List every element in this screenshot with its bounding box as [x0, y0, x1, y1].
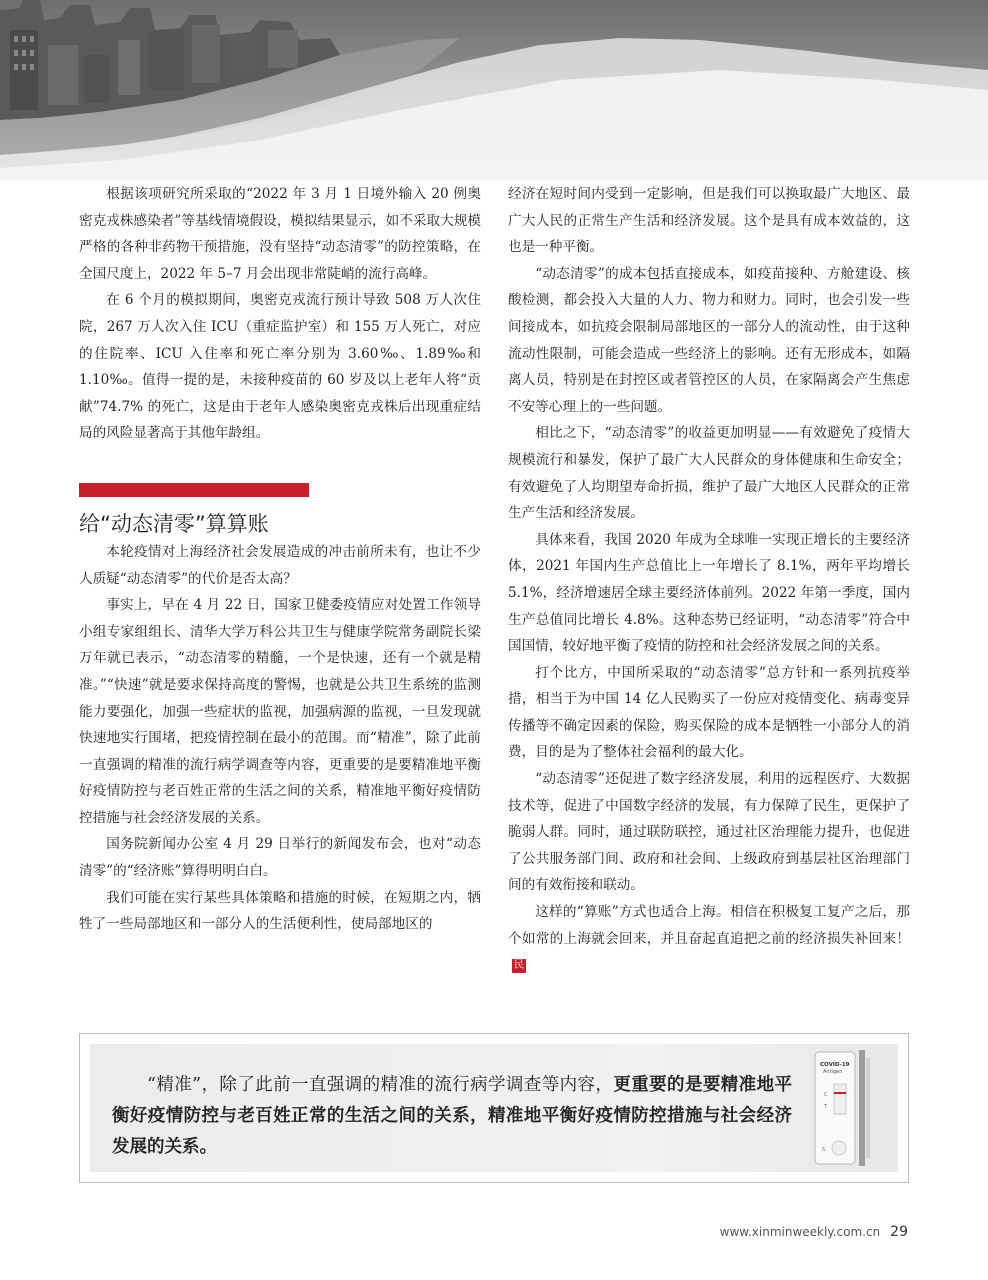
section-marker-bar	[79, 483, 309, 497]
right-column	[508, 181, 910, 979]
test-kit-t-label: T	[824, 1104, 828, 1110]
page-footer	[720, 1224, 908, 1240]
test-kit-subtitle: Antigen	[823, 1069, 843, 1075]
body-paragraph: 具体来看，我国 2020 年成为全球唯一实现正增长的主要经济体，2021 年国内生产总值比上一年增长了 8.1%，两年平均增长 5.1%，经济增速居全球主要经济体前列。2022 年第一季度，国内生产总值同比增长 4.8%。这种态势已经证明，“动态清零”符合中国国情，较好地平衡了疫情的防控和社会经济发展之间的关系。	[508, 531, 910, 655]
skyline-photo	[0, 0, 988, 180]
final-paragraph	[508, 899, 910, 979]
pull-quote-box	[79, 1033, 909, 1183]
end-mark-icon: 民	[514, 959, 524, 971]
body-paragraph: 根据该项研究所采取的“2022 年 3 月 1 日境外输入 20 例奥密克戎株感染者”等基线情境假设，模拟结果显示，如不采取大规模严格的各种非药物干预措施，没有坚持“动态清零”的防控策略，在全国尺度上，2022 年 5–7 月会出现非常陡峭的流行高峰。	[79, 186, 481, 282]
website-url: www.xinminweekly.com.cn	[719, 1225, 881, 1239]
test-kit-c-label: C	[824, 1092, 828, 1098]
skyline-illustration	[0, 0, 988, 180]
body-paragraph: 在 6 个月的模拟期间，奥密克戎流行预计导致 508 万人次住院，267 万人次入住 ICU（重症监护室）和 155 万人死亡，对应的住院率、ICU 入住率和死亡率分别为 3.60‰、1.89‰和 1.10‰。值得一提的是，未接种疫苗的 60 岁及以上老年人将“贡献”74.7% 的死亡，这是由于老年人感染奥密克戎株后出现重症结局的风险显著高于其他年龄组。	[79, 292, 481, 442]
pull-quote-normal: “精准”，除了此前一直强调的精准的流行病学调查等内容，	[147, 1075, 614, 1095]
test-kit-title: COVID-19	[820, 1062, 850, 1068]
left-column	[79, 181, 481, 938]
antigen-test-kit-icon	[812, 1050, 882, 1166]
body-paragraph: 经济在短时间内受到一定影响，但是我们可以换取最广大地区、最广大人民的正常生产生活和经济发展。这个是具有成本效益的，这也是一种平衡。	[508, 186, 910, 256]
body-paragraph: 我们可能在实行某些具体策略和措施的时候，在短期之内，牺牲了一些局部地区和一部分人的生活便利性，使局部地区的	[79, 889, 481, 933]
final-paragraph-text: 这样的“算账”方式也适合上海。相信在积极复工复产之后，那个如常的上海就会回来，并且奋起直追把之前的经济损失补回来！	[508, 904, 910, 947]
pull-quote	[112, 1070, 792, 1163]
test-kit-s-label: S	[822, 1147, 826, 1153]
body-paragraph: 国务院新闻办公室 4 月 29 日举行的新闻发布会，也对“动态清零”的“经济账”算得明明白白。	[79, 836, 481, 880]
section-heading: 给“动态清零”算算账	[79, 511, 269, 536]
body-paragraph: 相比之下，“动态清零”的收益更加明显——有效避免了疫情大规模流行和暴发，保护了最广大人民群众的身体健康和生命安全；有效避免了人均期望寿命折损，维护了最广大地区人民群众的正常生产生活和经济发展。	[508, 425, 910, 522]
body-paragraph: 本轮疫情对上海经济社会发展造成的冲击前所未有，也让不少人质疑“动态清零”的代价是否太高？	[79, 543, 481, 587]
body-paragraph: “动态清零”的成本包括直接成本，如疫苗接种、方舱建设、核酸检测，都会投入大量的人力、物力和财力。同时，也会引发一些间接成本，如抗疫会限制局部地区的一部分人的流动性，由于这种流动性限制，可能会造成一些经济上的影响。还有无形成本，如隔离人员，特别是在封控区或者管控区的人员，在家隔离会产生焦虑不安等心理上的一些问题。	[508, 265, 910, 415]
pull-quote-bold: 更重要的是要精准地平衡好疫情防控与老百姓正常的生活之间的关系，精准地平衡好疫情防控措施与社会经济发展的关系。	[112, 1075, 792, 1157]
pull-quote-background	[90, 1044, 898, 1172]
body-paragraph: 事实上，早在 4 月 22 日，国家卫健委疫情应对处置工作领导小组专家组组长、清华大学万科公共卫生与健康学院常务副院长梁万年就已表示，“动态清零的精髓，一个是快速，还有一个就是精准。”“快速”就是要求保持高度的警惕，也就是公共卫生系统的监测能力要强化，加强一些症状的监视，加强病源的监视，一旦发现就快速地实行围堵，把疫情控制在最小的范围。而“精准”，除了此前一直强调的精准的流行病学调查等内容，更重要的是要精准地平衡好疫情防控与老百姓正常的生活之间的关系，精准地平衡好疫情防控措施与社会经济发展的关系。	[79, 597, 481, 826]
body-paragraph: “动态清零”还促进了数字经济发展，利用的远程医疗、大数据技术等，促进了中国数字经济的发展，有力保障了民生，更保护了脆弱人群。同时，通过联防联控，通过社区治理能力提升，也促进了公共服务部门间、政府和社会间、上级政府到基层社区治理部门间的有效衔接和联动。	[508, 771, 910, 894]
page-number: 29	[890, 1224, 908, 1240]
body-paragraph: 打个比方，中国所采取的“动态清零”总方针和一系列抗疫举措，相当于为中国 14 亿人民购买了一份应对疫情变化、病毒变异传播等不确定因素的保险，购买保险的成本是牺牲一小部分人的消费，目的是为了整体社会福利的最大化。	[508, 664, 910, 761]
